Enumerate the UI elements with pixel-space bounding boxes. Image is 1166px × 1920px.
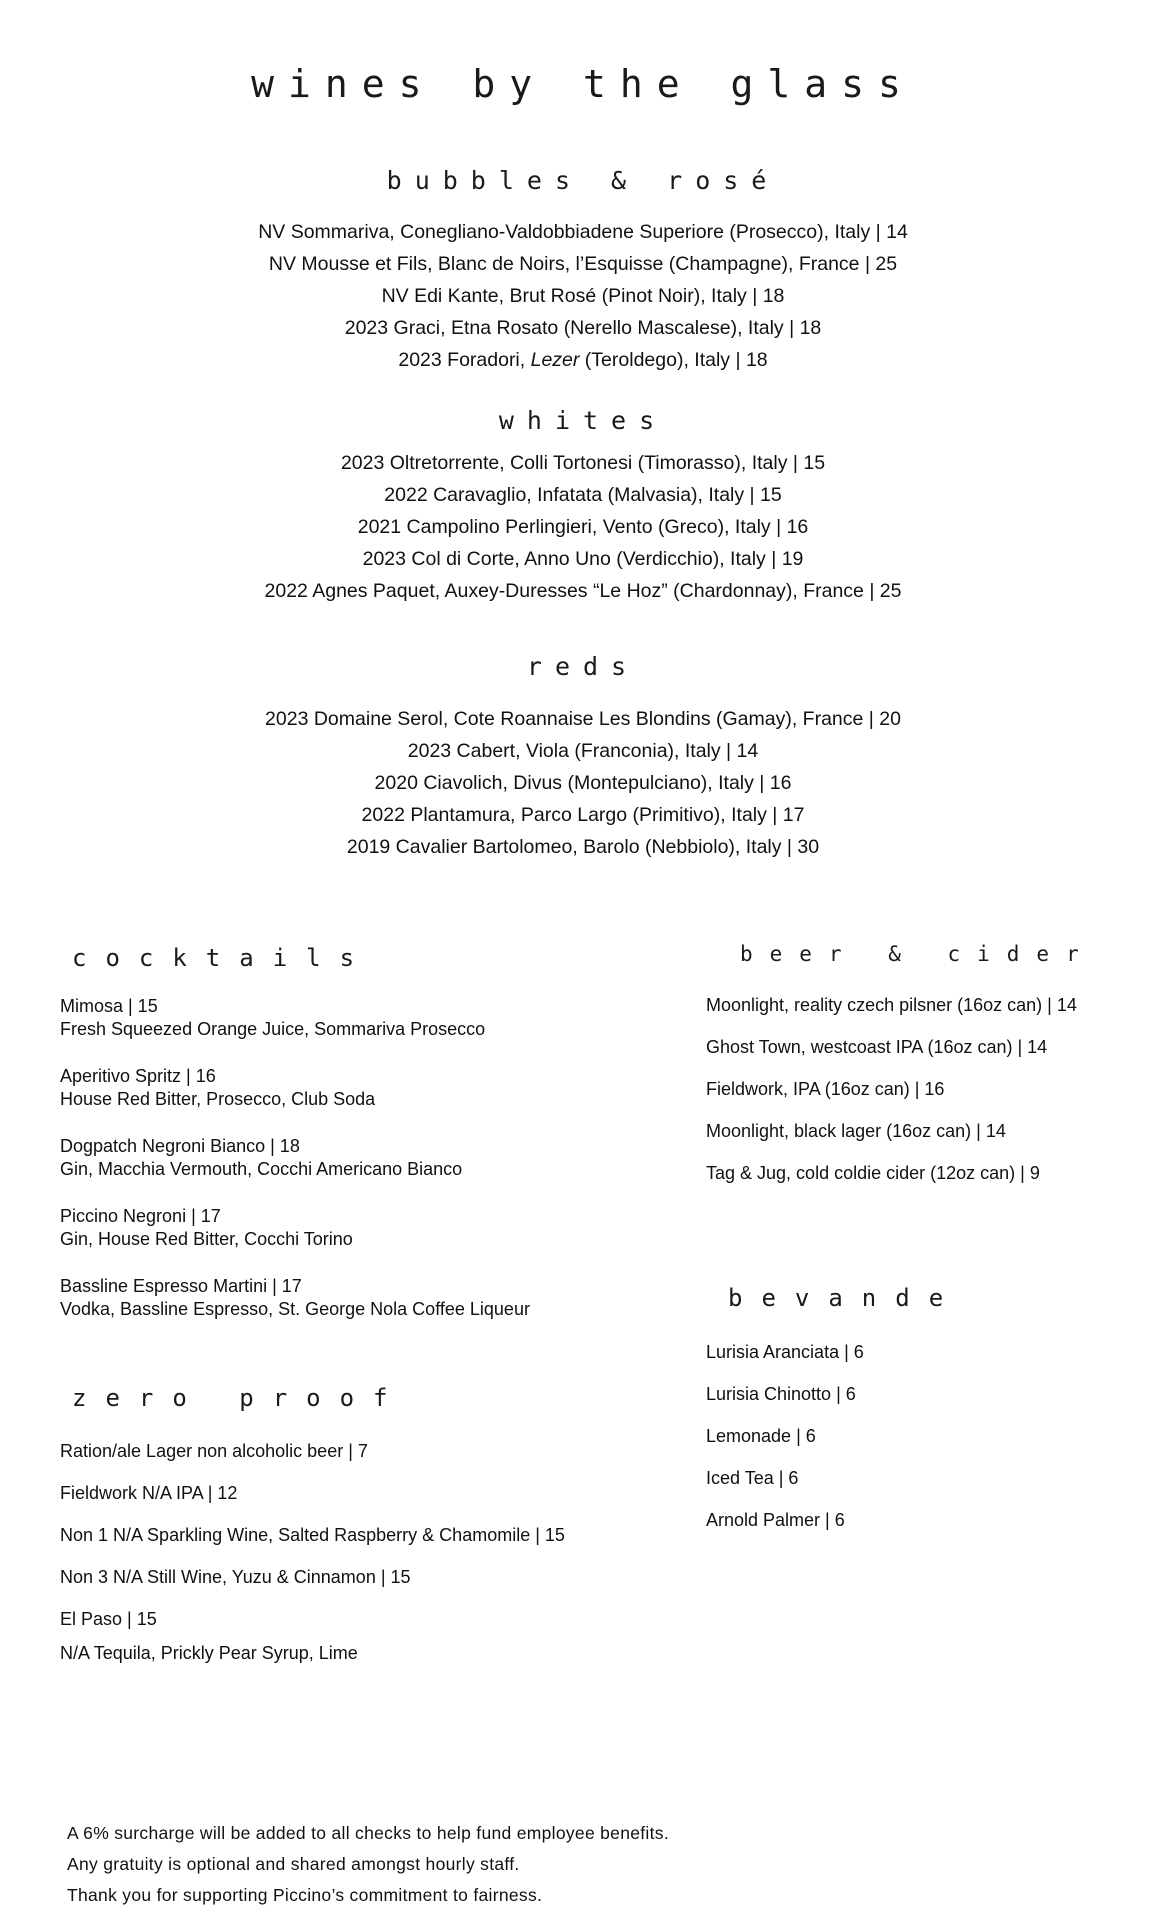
- zero-proof-item: Ration/ale Lager non alcoholic beer | 7: [60, 1441, 368, 1461]
- whites-heading: whites: [498, 406, 668, 435]
- bevande-item: Lurisia Aranciata | 6: [706, 1342, 864, 1362]
- wine-item-italic: Lezer: [530, 349, 580, 371]
- bevande-item: Iced Tea | 6: [706, 1468, 799, 1488]
- beer-cider-item: Ghost Town, westcoast IPA (16oz can) | 14: [706, 1037, 1048, 1057]
- wine-item: 2019 Cavalier Bartolomeo, Barolo (Nebbiolo), Italy | 30: [346, 836, 820, 858]
- wine-item: 2023 Graci, Etna Rosato (Nerello Mascalese), Italy | 18: [344, 317, 822, 339]
- zero-proof-item: Fieldwork N/A IPA | 12: [60, 1483, 238, 1503]
- cocktail-description: House Red Bitter, Prosecco, Club Soda: [60, 1089, 376, 1109]
- beer-cider-item: Moonlight, black lager (16oz can) | 14: [706, 1121, 1006, 1141]
- cocktail-name: Bassline Espresso Martini | 17: [60, 1276, 302, 1296]
- cocktail-description: Gin, Macchia Vermouth, Cocchi Americano Bianco: [60, 1159, 463, 1179]
- whites-list: [0, 447, 1166, 607]
- wine-item-text: (Teroldego), Italy | 18: [579, 349, 768, 371]
- zero-proof-description: N/A Tequila, Prickly Pear Syrup, Lime: [60, 1643, 358, 1663]
- wine-item-text: 2023 Foradori,: [398, 349, 531, 371]
- cocktail-item: [60, 1205, 530, 1251]
- footer-note: [67, 1818, 669, 1911]
- cocktail-item: [60, 995, 530, 1041]
- wine-item: 2022 Agnes Paquet, Auxey-Duresses “Le Hoz” (Chardonnay), France | 25: [264, 580, 902, 602]
- beer-cider-heading: beer & cider: [740, 942, 1096, 966]
- cocktail-description: Gin, House Red Bitter, Cocchi Torino: [60, 1229, 353, 1249]
- cocktail-name: Piccino Negroni | 17: [60, 1206, 221, 1226]
- bevande-item: Lemonade | 6: [706, 1426, 816, 1446]
- wine-item: 2022 Plantamura, Parco Largo (Primitivo), Italy | 17: [361, 804, 805, 826]
- bubbles-rose-list: [0, 216, 1166, 376]
- footer-line: A 6% surcharge will be added to all checks to help fund employee benefits.: [67, 1823, 669, 1843]
- wine-item: 2023 Col di Corte, Anno Uno (Verdicchio), Italy | 19: [362, 548, 804, 570]
- cocktail-description: Vodka, Bassline Espresso, St. George Nola Coffee Liqueur: [60, 1299, 530, 1319]
- zero-proof-list: [60, 1441, 565, 1685]
- reds-list: [0, 703, 1166, 863]
- beer-cider-item: Fieldwork, IPA (16oz can) | 16: [706, 1079, 945, 1099]
- footer-line: Thank you for supporting Piccino’s commitment to fairness.: [67, 1885, 543, 1905]
- wine-item: NV Mousse et Fils, Blanc de Noirs, l’Esquisse (Champagne), France | 25: [268, 253, 898, 275]
- wine-item: 2021 Campolino Perlingieri, Vento (Greco), Italy | 16: [357, 516, 809, 538]
- beer-cider-item: Moonlight, reality czech pilsner (16oz can) | 14: [706, 995, 1077, 1015]
- zero-proof-heading: zero proof: [72, 1384, 407, 1412]
- zero-proof-item: El Paso | 15: [60, 1609, 157, 1629]
- reds-heading: reds: [526, 652, 640, 681]
- bevande-heading: bevande: [728, 1284, 963, 1312]
- beer-cider-item: Tag & Jug, cold coldie cider (12oz can) | 9: [706, 1163, 1040, 1183]
- wine-item: 2020 Ciavolich, Divus (Montepulciano), Italy | 16: [374, 772, 792, 794]
- menu-title: wines by the glass: [251, 62, 915, 106]
- wine-item: [0, 344, 1166, 376]
- bevande-item: Lurisia Chinotto | 6: [706, 1384, 856, 1404]
- cocktail-name: Aperitivo Spritz | 16: [60, 1066, 216, 1086]
- cocktail-name: Mimosa | 15: [60, 996, 158, 1016]
- cocktails-list: [60, 995, 530, 1345]
- wine-item: 2023 Domaine Serol, Cote Roannaise Les Blondins (Gamay), France | 20: [265, 708, 901, 730]
- cocktail-item: [60, 1065, 530, 1111]
- zero-proof-item: Non 3 N/A Still Wine, Yuzu & Cinnamon | 15: [60, 1567, 411, 1587]
- cocktail-name: Dogpatch Negroni Bianco | 18: [60, 1136, 300, 1156]
- bevande-list: [706, 1342, 864, 1552]
- wine-item: 2023 Oltretorrente, Colli Tortonesi (Timorasso), Italy | 15: [340, 452, 826, 474]
- wine-item: 2023 Cabert, Viola (Franconia), Italy | 14: [407, 740, 759, 762]
- cocktails-heading: cocktails: [72, 944, 374, 972]
- bevande-item: Arnold Palmer | 6: [706, 1510, 845, 1530]
- wine-item: 2022 Caravaglio, Infatata (Malvasia), Italy | 15: [384, 484, 782, 506]
- cocktail-description: Fresh Squeezed Orange Juice, Sommariva Prosecco: [60, 1019, 486, 1039]
- cocktail-item: [60, 1275, 530, 1321]
- cocktail-item: [60, 1135, 530, 1181]
- bubbles-rose-heading: bubbles & rosé: [386, 166, 780, 195]
- wine-item: NV Sommariva, Conegliano-Valdobbiadene Superiore (Prosecco), Italy | 14: [258, 221, 908, 243]
- beer-cider-list: [706, 995, 1077, 1205]
- wine-item: NV Edi Kante, Brut Rosé (Pinot Noir), Italy | 18: [381, 285, 785, 307]
- zero-proof-item: Non 1 N/A Sparkling Wine, Salted Raspberry & Chamomile | 15: [60, 1525, 565, 1545]
- footer-line: Any gratuity is optional and shared amongst hourly staff.: [67, 1854, 520, 1874]
